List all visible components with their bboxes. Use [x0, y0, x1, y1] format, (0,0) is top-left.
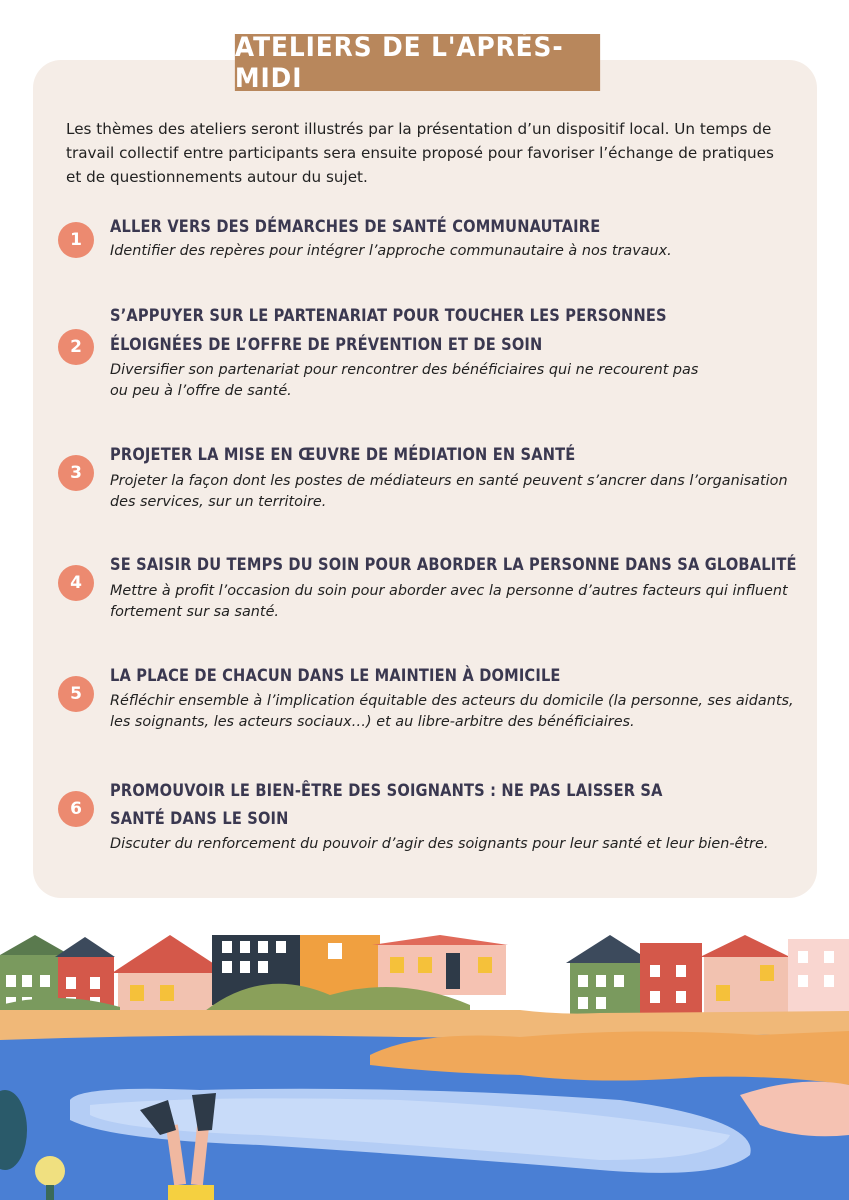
workshop-title: PROJETER LA MISE EN ŒUVRE DE MÉDIATION EN SANTÉ: [110, 445, 576, 465]
workshop-title-line-1: PROMOUVOIR LE BIEN-ÊTRE DES SOIGNANTS : NE PAS LAISSER SA: [110, 781, 663, 801]
workshop-title: ALLER VERS DES DÉMARCHES DE SANTÉ COMMUNAUTAIRE: [110, 217, 601, 237]
workshop-number-badge: 3: [58, 455, 94, 491]
workshop-title: LA PLACE DE CHACUN DANS LE MAINTIEN À DOMICILE: [110, 666, 561, 686]
workshop-description: Mettre à profit l’occasion du soin pour aborder avec la personne d’autres facteurs qui influent fortement sur sa santé.: [110, 583, 788, 620]
workshop-number-badge: 1: [58, 222, 94, 258]
workshop-number-badge: 5: [58, 676, 94, 712]
house-peach: [372, 935, 508, 995]
workshop-title-line-2: SANTÉ DANS LE SOIN: [110, 809, 289, 829]
workshop-description: Projeter la façon dont les postes de médiateurs en santé peuvent s’ancrer dans l’organisation des services, sur un territoire.: [110, 473, 788, 510]
workshop-description: Discuter du renforcement du pouvoir d’agir des soignants pour leur santé et leur bien-être.: [110, 836, 769, 852]
workshop-title-line-2: ÉLOIGNÉES DE L’OFFRE DE PRÉVENTION ET DE SOIN: [110, 335, 543, 355]
house-light-right: [788, 939, 849, 1019]
intro-paragraph: Les thèmes des ateliers seront illustrés par la présentation d’un dispositif local. Un temps de travail collectif entre participants sera ensuite proposé pour favoriser l’échange de pratiques et de questionnements autour du sujet.: [66, 120, 774, 186]
workshop-title-line-1: S’APPUYER SUR LE PARTENARIAT POUR TOUCHER LES PERSONNES: [110, 306, 667, 326]
house-orange: [300, 935, 380, 995]
village-waterfront-illustration: [0, 935, 849, 1200]
workshop-description: Identifier des repères pour intégrer l’approche communautaire à nos travaux.: [110, 243, 672, 259]
page-title: ATELIERS DE L'APRÈS-MIDI: [235, 34, 600, 91]
workshop-description: Réfléchir ensemble à l’implication équitable des acteurs du domicile (la personne, ses aidants, les soignants, les acteurs sociaux…) et au libre-arbitre des bénéficiaires.: [110, 693, 794, 730]
workshop-description: Diversifier son partenariat pour rencontrer des bénéficiaires qui ne recourent pas ou peu à l’offre de santé.: [110, 362, 699, 399]
workshop-title: SE SAISIR DU TEMPS DU SOIN POUR ABORDER LA PERSONNE DANS SA GLOBALITÉ: [110, 555, 797, 575]
workshop-number-badge: 4: [58, 565, 94, 601]
workshop-number-badge: 2: [58, 329, 94, 365]
workshop-number-badge: 6: [58, 791, 94, 827]
